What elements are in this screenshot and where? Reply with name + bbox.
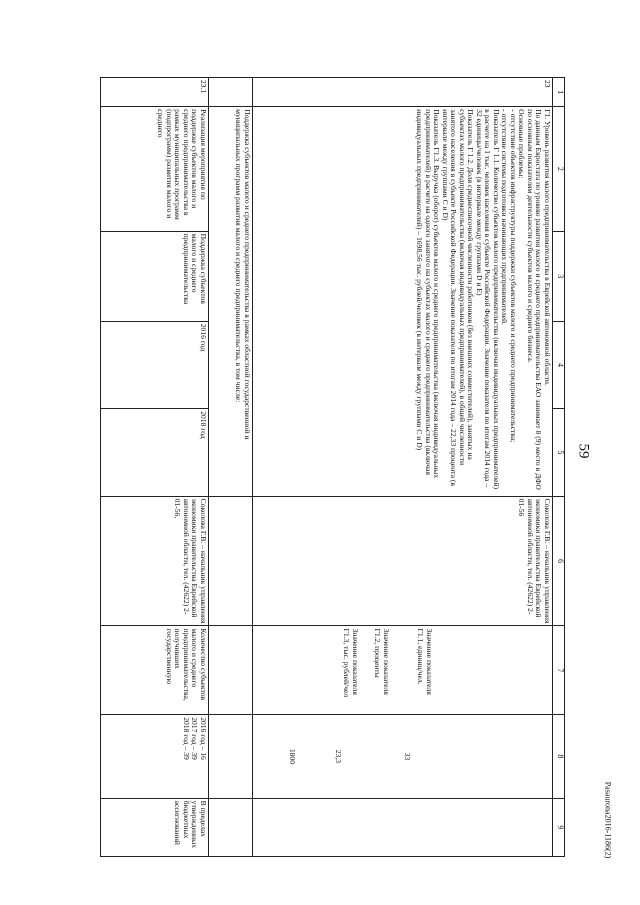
page-number: 59 (575, 443, 592, 459)
empty-cell (209, 715, 253, 798)
indicator-values (101, 715, 209, 798)
indicator-name: Количество субъектов малого и среднего предпринимательства, получивших государственную (101, 626, 209, 715)
indicator-value: 23,3 (334, 749, 344, 764)
empty-cell (209, 496, 253, 626)
col-header: 7 (553, 626, 565, 715)
indicator-names (253, 626, 553, 715)
indicator-name: Значение показателя Г1.1, единиц/чел. (416, 628, 434, 695)
measure-description: Реализация мероприятия по поддержке субъектов малого и среднего предпринимательства в рамках муниципальных программ (подпрограмм) развития малого и среднего (101, 107, 209, 232)
measure-result: Поддержка субъектов малого и среднего предпринимательства (101, 231, 209, 321)
start-year: 2016 год (101, 321, 209, 408)
empty-cell (253, 798, 553, 856)
funding-source: В пределах утвержденных бюджетных ассигнований (101, 798, 209, 856)
indicator-value: 1800 (288, 748, 297, 765)
rotated-table-wrapper (78, 77, 565, 857)
col-header: 6 (553, 496, 565, 626)
table-row-support (209, 78, 253, 857)
table-row-23 (253, 78, 553, 857)
col-header: 1 (553, 78, 565, 107)
empty-cell (209, 798, 253, 856)
col-header: 9 (553, 798, 565, 856)
col-header: 4 (553, 321, 565, 408)
paragraph: - отсутствие системы подготовки начинающих предпринимателей. (500, 109, 510, 325)
indicator-values (253, 715, 553, 798)
paragraph: Г1. Уровень развития малого предпринимательства в Еврейской автономной области. (543, 109, 552, 386)
end-year: 2018 год (101, 409, 209, 496)
col-header: 2 (553, 107, 565, 232)
table-row-23-1 (101, 78, 209, 857)
year-value: 2018 год – 39 (182, 717, 191, 760)
paragraph: Показатель Г 1.1. Количество субъектов малого предпринимательства (включая индивидуальных предпринимателей) в расчете на 1 тыс. человек населения в субъекте Российской Федерации. Значение показателя по итогам 2014 года – 32 единицы/человек (в интервале между группами D и E) (475, 109, 501, 490)
col-header: 8 (553, 715, 565, 798)
plan-table (100, 77, 565, 857)
responsible-person: Соколова Г.В. – начальник управления экономики правительства Еврейской автономной области, тел. (42622) 2-01-56, (101, 496, 209, 626)
paragraph: По данным Евростата по уровню развития малого и среднего предпринимательства ЕАО занимает 8 (9) место в ДФО по основным показателям деятельности субъектов малого и среднего бизнеса. (526, 109, 544, 490)
footer-code: Pasaurona2016-1186(2) (603, 781, 613, 859)
empty-cell (209, 626, 253, 715)
column-number-row (553, 78, 565, 857)
col-header: 3 (553, 231, 565, 321)
paragraph: - отсутствие объектов инфраструктуры поддержки субъектов малого и среднего предпринимательства; (509, 109, 518, 443)
empty-cell (209, 78, 253, 107)
row-number: 23 (253, 78, 553, 107)
paragraph: Основные проблемы: (517, 109, 527, 179)
year-value: 2016 год – 16 (199, 717, 208, 760)
row-number: 23.1 (101, 78, 209, 107)
indicator-value: 33 (403, 752, 412, 761)
paragraph: Показатель Г 1.2. Доля среднесписочной численности работников (без внешних совместителей), занятых на субъектах малого предпринимательства (включая индивидуальных предпринимателей), в общей численности занятого населения в субъекте Российской Федерации. Значение показателя по итогам 2014 года – 22,33 процента (в интервале между группами C и D) (441, 109, 476, 486)
paragraph: Показатель Г1.3. Выручка (оборот) субъектов малого и среднего предпринимательства (включая индивидуальных предпринимателей) в расчете на одного занятого на субъектах малого и среднего предпринимательства (включая индивидуальных предпринимателей) – 1698,56 тыс. рублей/человек (в интервале между группами C и D) (415, 109, 442, 479)
year-value: 2017 год – 39 (190, 717, 200, 760)
indicator-name: Значение показателя Г1.3, тыс. рублей/чел (342, 628, 360, 698)
indicator-name: Значение показателя Г1.2, проценты (373, 628, 391, 695)
responsible-person: Соколова Г.В. – начальник управления экономики правительства Еврейской автономной области, тел. (42622) 2-01-56 (253, 496, 553, 626)
support-description: Поддержка субъектов малого и среднего предпринимательства в рамках областной государственной и муниципальных программ развития малого и среднего предпринимательства, в том числе: (209, 107, 253, 496)
col-header: 5 (553, 409, 565, 496)
row-23-description (253, 107, 553, 496)
